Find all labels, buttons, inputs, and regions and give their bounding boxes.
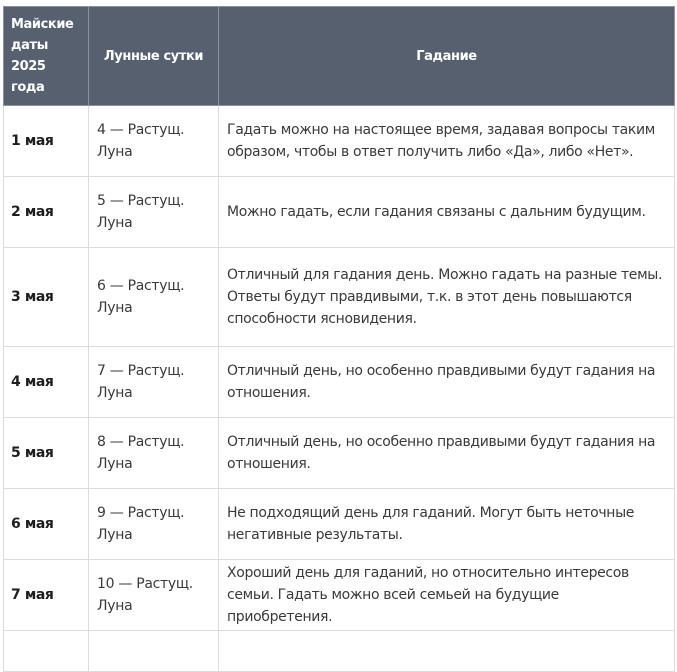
divination-table <box>3 6 675 672</box>
row-lunar-day: 8 — Растущ. Луна <box>89 418 219 489</box>
header-divination: Гадание <box>219 7 675 106</box>
row-lunar-day: 9 — Растущ. Луна <box>89 489 219 560</box>
row-lunar-day: 7 — Растущ. Луна <box>89 347 219 418</box>
row-lunar-day: 5 — Растущ. Луна <box>89 177 219 248</box>
row-date: 4 мая <box>4 347 89 418</box>
row-date: 5 мая <box>4 418 89 489</box>
table-row <box>4 560 675 631</box>
table-row <box>4 248 675 347</box>
row-lunar-day: 10 — Растущ. Луна <box>89 560 219 631</box>
table-row-partial <box>4 631 675 672</box>
header-lunar-day: Лунные сутки <box>89 7 219 106</box>
row-date: 6 мая <box>4 489 89 560</box>
row-divination: Можно гадать, если гадания связаны с дальним будущим. <box>219 177 675 248</box>
row-date: 3 мая <box>4 248 89 347</box>
row-date: 7 мая <box>4 560 89 631</box>
row-divination: Отличный день, но особенно правдивыми будут гадания на отношения. <box>219 347 675 418</box>
row-date: 2 мая <box>4 177 89 248</box>
row-divination: Отличный день, но особенно правдивыми будут гадания на отношения. <box>219 418 675 489</box>
row-lunar-day: 6 — Растущ. Луна <box>89 248 219 347</box>
row-date-empty <box>4 631 89 672</box>
row-divination: Не подходящий день для гаданий. Могут быть неточные негативные результаты. <box>219 489 675 560</box>
header-date: Майские даты 2025 года <box>4 7 89 106</box>
divination-calendar <box>3 6 674 672</box>
row-date: 1 мая <box>4 106 89 177</box>
table-header-row <box>4 7 675 106</box>
row-lunar-day-empty <box>89 631 219 672</box>
row-divination: Хороший день для гаданий, но относительно интересов семьи. Гадать можно всей семьей на будущие приобретения. <box>219 560 675 631</box>
table-row <box>4 347 675 418</box>
row-lunar-day: 4 — Растущ. Луна <box>89 106 219 177</box>
row-divination-empty <box>219 631 675 672</box>
row-divination: Отличный для гадания день. Можно гадать на разные темы. Ответы будут правдивыми, т.к. в этот день повышаются способности ясновидения. <box>219 248 675 347</box>
table-row <box>4 177 675 248</box>
table-row <box>4 489 675 560</box>
row-divination: Гадать можно на настоящее время, задавая вопросы таким образом, чтобы в ответ получить либо «Да», либо «Нет». <box>219 106 675 177</box>
table-row <box>4 106 675 177</box>
table-row <box>4 418 675 489</box>
